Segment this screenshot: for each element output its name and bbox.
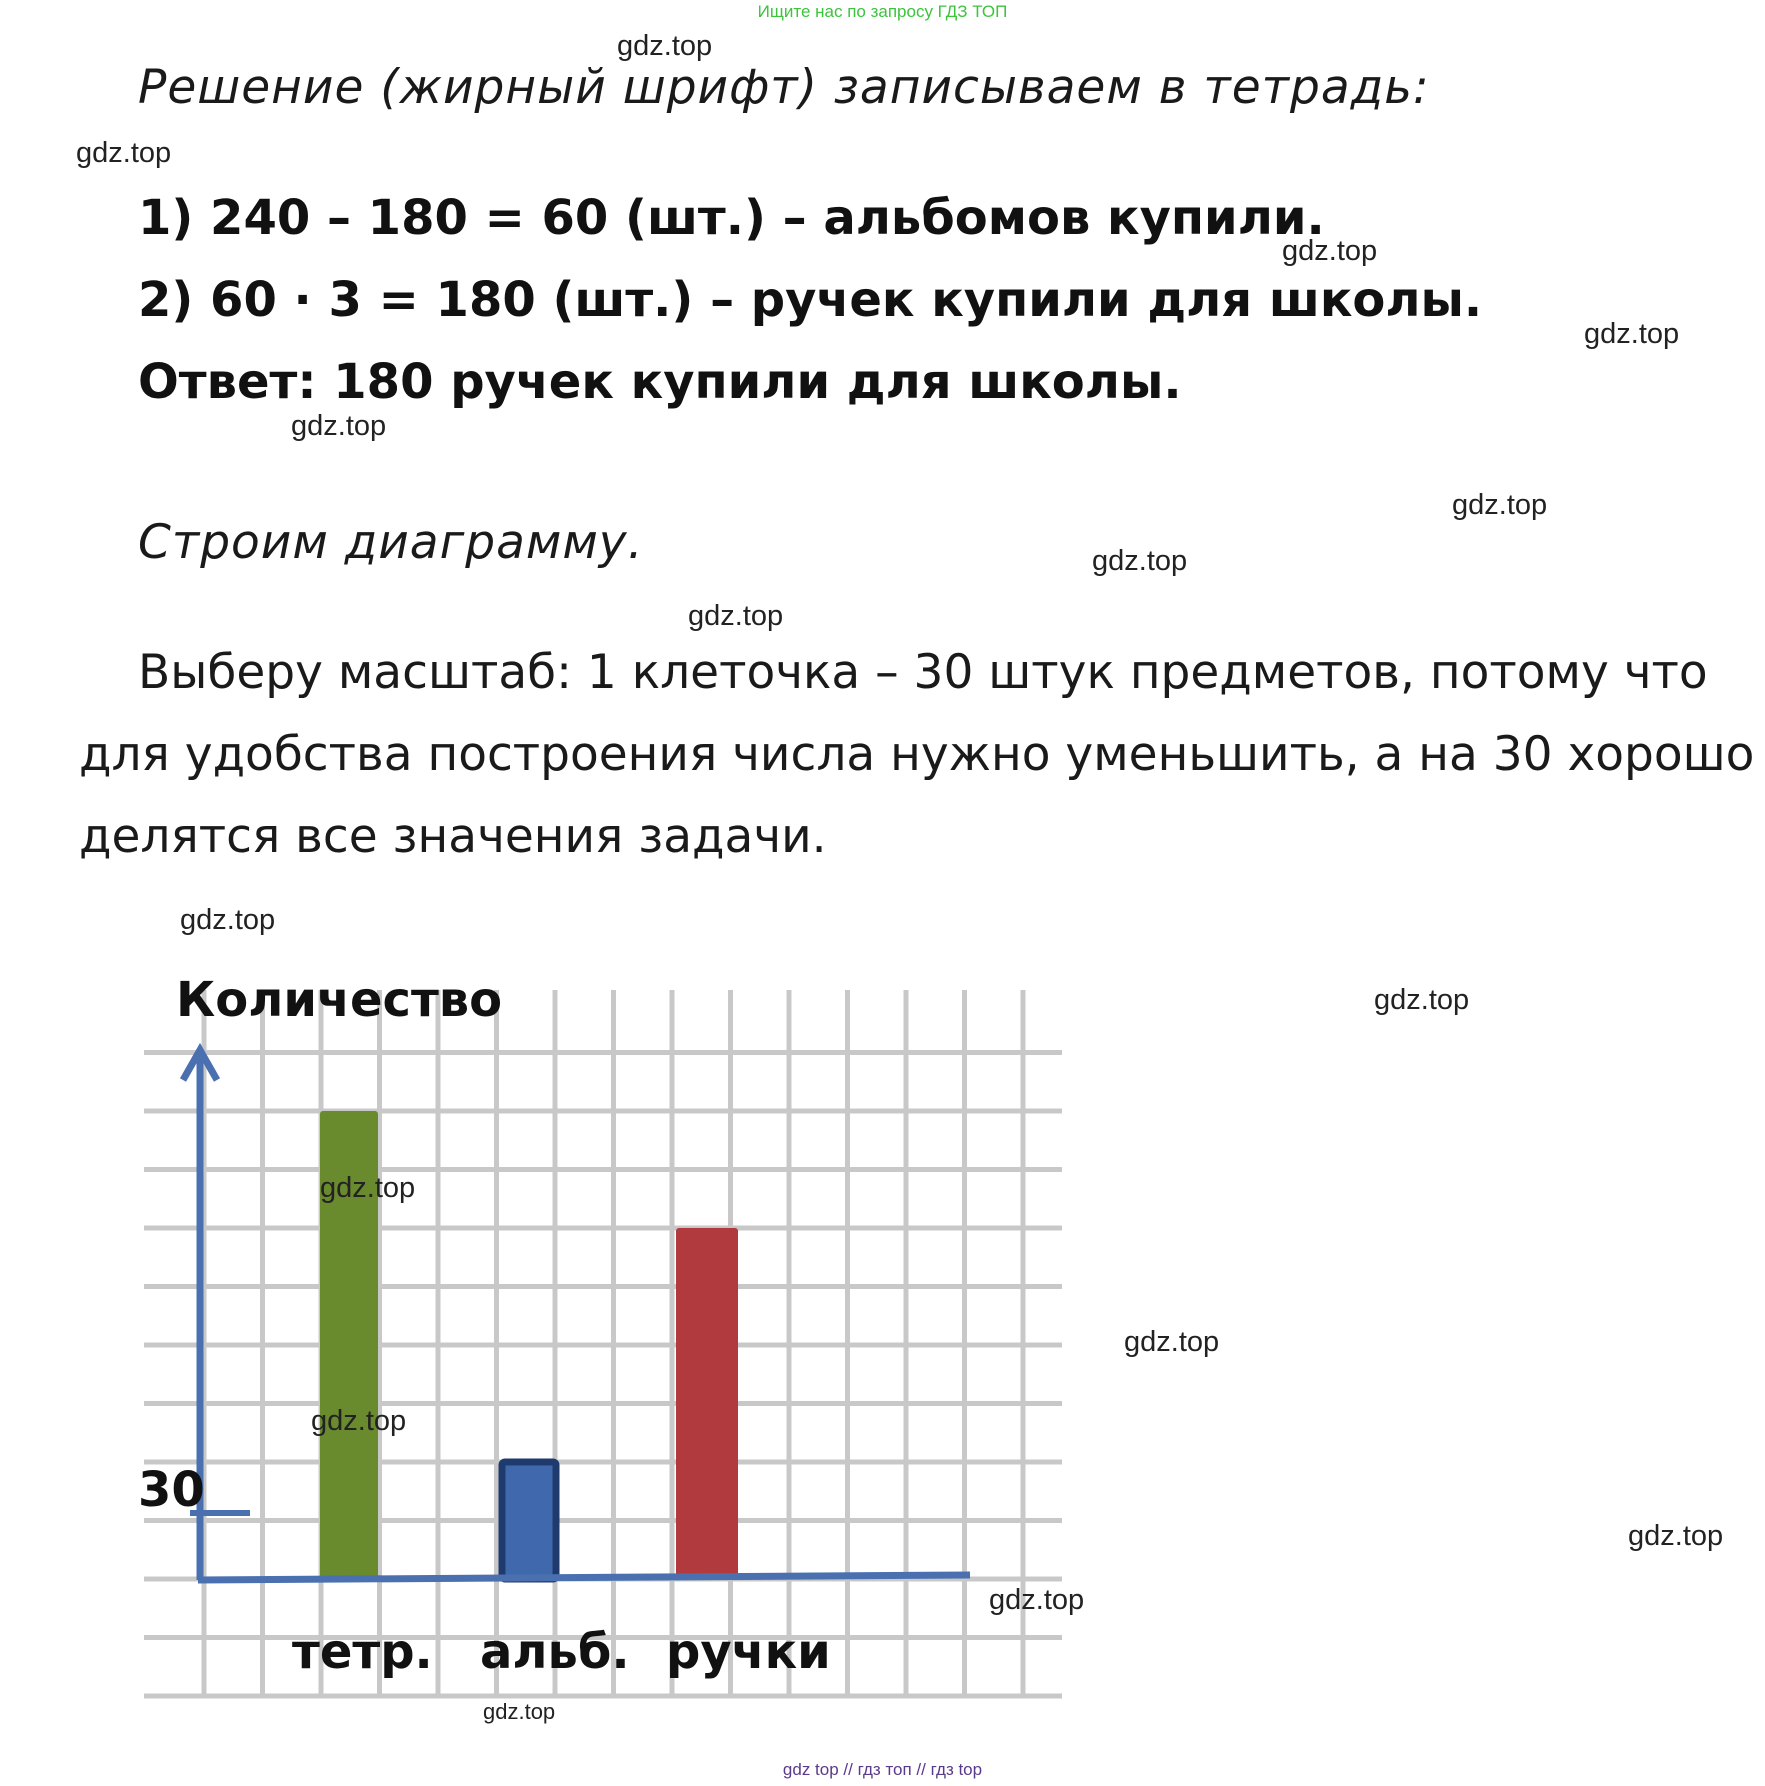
x-label-albums: альб. (480, 1624, 630, 1680)
watermark: gdz.top (1584, 318, 1680, 350)
watermark: gdz.top (291, 410, 387, 442)
solution-answer: Ответ: 180 ручек купили для школы. (138, 354, 1182, 410)
axes (183, 1050, 970, 1580)
solution-step-1: 1) 240 – 180 = 60 (шт.) – альбомов купили. (138, 190, 1325, 246)
y-axis-label: Количество (176, 972, 503, 1028)
watermark: gdz.top (1124, 1326, 1220, 1358)
watermark: gdz.top (1092, 545, 1188, 577)
paragraph-line-3: делятся все значения задачи. (79, 809, 827, 864)
watermark: gdz.top (1374, 984, 1470, 1016)
watermark: gdz.top (76, 137, 172, 169)
watermark: gdz.top (688, 600, 784, 632)
watermark: gdz.top (989, 1584, 1085, 1616)
search-banner[interactable]: Ищите нас по запросу ГДЗ ТОП (757, 2, 1008, 21)
paragraph-line-1: Выберу масштаб: 1 клеточка – 30 штук предметов, потому что (138, 645, 1708, 700)
bar-albums (502, 1462, 556, 1579)
watermark: gdz.top (1452, 489, 1548, 521)
watermark: gdz.top (483, 1699, 556, 1724)
watermark: gdz.top (617, 30, 713, 62)
watermark: gdz.top (311, 1405, 407, 1437)
x-label-notebooks: тетр. (292, 1624, 433, 1680)
x-label-pens: ручки (666, 1624, 831, 1680)
solution-heading: Решение (жирный шрифт) записываем в тетрадь: (138, 60, 1430, 115)
grid (144, 990, 1062, 1696)
solution-step-2: 2) 60 · 3 = 180 (шт.) – ручек купили для школы. (138, 272, 1483, 328)
paragraph-line-2: для удобства построения числа нужно уменьшить, а на 30 хорошо (79, 727, 1755, 782)
watermark: gdz.top (1282, 235, 1378, 267)
y-tick-label: 30 (138, 1462, 205, 1518)
watermark: gdz.top (1628, 1520, 1724, 1552)
watermark: gdz.top (180, 904, 276, 936)
diagram-heading: Строим диаграмму. (138, 515, 644, 570)
bar-pens (676, 1228, 738, 1579)
watermark: gdz.top (320, 1172, 416, 1204)
footer-links[interactable]: gdz top // гдз топ // гдз top (782, 1760, 983, 1779)
x-axis (198, 1575, 970, 1580)
